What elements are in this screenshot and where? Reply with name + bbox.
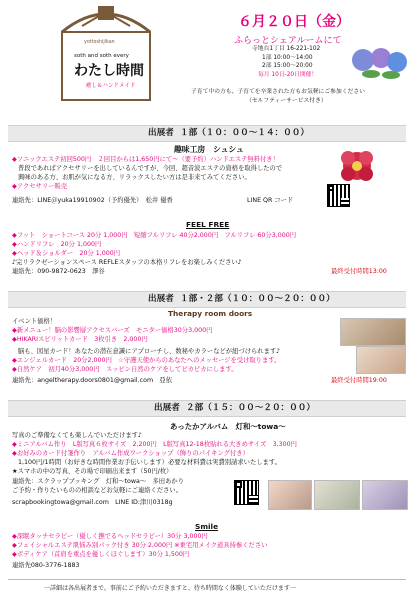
vendor-towa-line3: ◆お好みのカード付箋作り アルバム作成ワークショップ（飾りのパイキング付き） [12,450,249,457]
vendor-feelfree-deadline: 最終受付時間13:00 [331,268,387,275]
vendor-smile-title: Smile [195,522,219,531]
vendor-doors-line4: ◆エンジェルカード 20分2,000円 ☆守護天使からのあなたへのメッセージを受け取ります。 [12,357,281,364]
vendor-towa-line1: 写真のご準備なくても楽しんでいただけます♪ [12,432,142,439]
vendor-towa-contact1: 連絡先：スクラップブッキング 灯和～towa～ 多田あかり [12,478,184,485]
vendor-feelfree-line3: ◆ヘッド＆ショルダー 20分 1,000円 [12,250,121,257]
towa-qr-code [234,480,259,505]
vendor-doors-deadline: 最終受付時間19:00 [331,377,387,384]
vendor-feelfree-line4: ♪完リラクゼーションスペース REFLEスタッフの本格リフレをお楽しみください♪ [12,259,242,266]
section1-header-part: １部（１０：００～１４：００） [180,128,309,138]
vendor-smile-contact: 連絡先080-3776-1883 [12,562,80,569]
vendor-towa-title: あったかアルバム 灯和～towa～ [170,422,286,431]
event-venue: ふらっとシェアルームにて [234,36,342,46]
logo-caption: 癒し＆ハンドメイド [86,83,136,89]
vendor-shushu-line2: 普段であればアクセサリーを出しているんですが、今回、超音波エステの資格を取得したので [18,165,283,172]
section2-header-label: 出展者 [148,294,174,304]
vendor-doors-line1: ◆新メニュー！脳の影響層アクセスバーズ モニター価格30分3,000円 [12,327,213,334]
line-qr-code [327,184,350,207]
vendor-shushu-qr-label: LINE QR コード [247,197,294,204]
logo-subtitle: soth and soth every [74,53,129,59]
vendor-doors-line3: 脳も、図星カード！あなたの潜在意識にアプローチし、数秘やカラーなどが紐づけられます♪ [18,348,281,355]
section3-header [8,400,406,417]
vendor-towa-line2: ◆ミニアルバム作り L版写真６枚サイズ 2,200円 L版写真12-18枚貼れる大きめサイズ 3,300円 [12,441,297,448]
footer-divider [8,579,406,580]
event-session2: 2部 15:00～20:00 [262,63,313,69]
section2-header-part: １部・２部（１０：００～２０：００） [180,294,335,304]
event-note1: 子育て中の方も、子育てを卒業された方もお気軽にご参加ください [191,89,365,95]
vendor-smile-line1: ◆深眠タッチセラピー（優しく撫でるヘッドセラピー）30分 3,000円 [12,533,208,540]
album-photo-1 [268,480,312,510]
footer-note: 一詳細は各出展者まで。事前にご予約いただきますと、待ち時間なく体験していただけます一 [44,585,296,592]
section1-header-label: 出展者 [148,128,174,138]
vendor-doors-line2: ◆HIKARIスピリットカード 3枚引き 2,000円 [12,336,148,343]
vendor-shushu-line4: ◆アクセサリー販売 [12,183,68,190]
vendor-doors-title: Therapy room doors [168,309,253,318]
hydrangea-icon [349,46,409,80]
vendor-towa-line5: ★スマホの中の写真、その場で印刷出来ます（50円/枚） [12,468,173,475]
logo [52,2,160,110]
vendor-doors-contact: 連絡先：angeltherapy.doors0801@gmail.com 亞依 [12,377,172,384]
vendor-towa-contact3: scrapbookingtowa@gmail.com LINE ID:津川0318g [12,499,173,506]
logo-tagline: yottoshijikan [84,40,115,45]
therapy-photo-2 [356,346,406,374]
section1-header [8,125,406,142]
vendor-feelfree-line1: ◆フット ショートコース 20分 1,000円 短縮フルリフレ 40分2,000円 フルリフレ 60分3,000円 [12,232,297,239]
flower-photo [336,146,378,186]
vendor-shushu-line3: 興味のある方、お肌が気になる方、リラックスしたい方は是非来てみてください。 [18,174,251,181]
section3-header-label: 出展者 [154,403,180,413]
vendor-towa-line4: 1,100円/1時間（お好きな時間作業お手伝いします）必要な材料費は実費別請求いたします。 [18,459,281,466]
event-address: 寺地台1丁目 16-221-102 [252,46,321,52]
album-photo-2 [314,480,360,510]
therapy-photo-1 [340,318,406,346]
vendor-doors-line5: ◆自然ケア 初月40分3,000円 スッピン自然のケアをしてピカピカにします。 [12,366,238,373]
event-note2: （セルフティーサービス付き） [246,98,327,104]
vendor-doors-line0: イベント価格！ [12,318,57,325]
vendor-shushu-contact: 連絡先：LINE＠yuka19910902（予約優先） 松井 優香 [12,197,173,204]
vendor-feelfree-title: FEEL FREE [186,220,230,229]
vendor-towa-contact2: ご予約・作りたいものの相談などお気軽にご連絡ください。 [12,487,183,494]
vendor-smile-line3: ◆ボディケア（首肩を重点を優しくほぐします）30分 1,500円 [12,551,190,558]
event-session1: 1部 10:00～14:00 [262,55,313,61]
album-photo-3 [362,480,408,510]
section2-header [8,291,406,308]
logo-name: わたし時間 [74,63,144,79]
vendor-shushu-title: 趣味工房 シュシュ [174,145,244,154]
vendor-feelfree-contact: 連絡先：090-9872-0623 澤谷 [12,268,105,275]
vendor-feelfree-line2: ◆ハンドリフレ 20分 1,000円 [12,241,102,248]
section3-header-part: ２部（１５：００～２０：００） [186,403,315,413]
event-date: ６月２０日（金） [238,14,350,30]
vendor-smile-line2: ◆フェイシャルエステ肌悩み別パック付き 30分 2,000円 ※乗宅用メイク道具持参ください [12,542,268,549]
event-closing: 毎月 10日-20日開催！ [258,72,318,78]
vendor-shushu-line1: ◆ソニックエステ初回500円 ２回目からは1,650円にて～（要予約）ハンドエステ無料付き！ [12,156,279,163]
